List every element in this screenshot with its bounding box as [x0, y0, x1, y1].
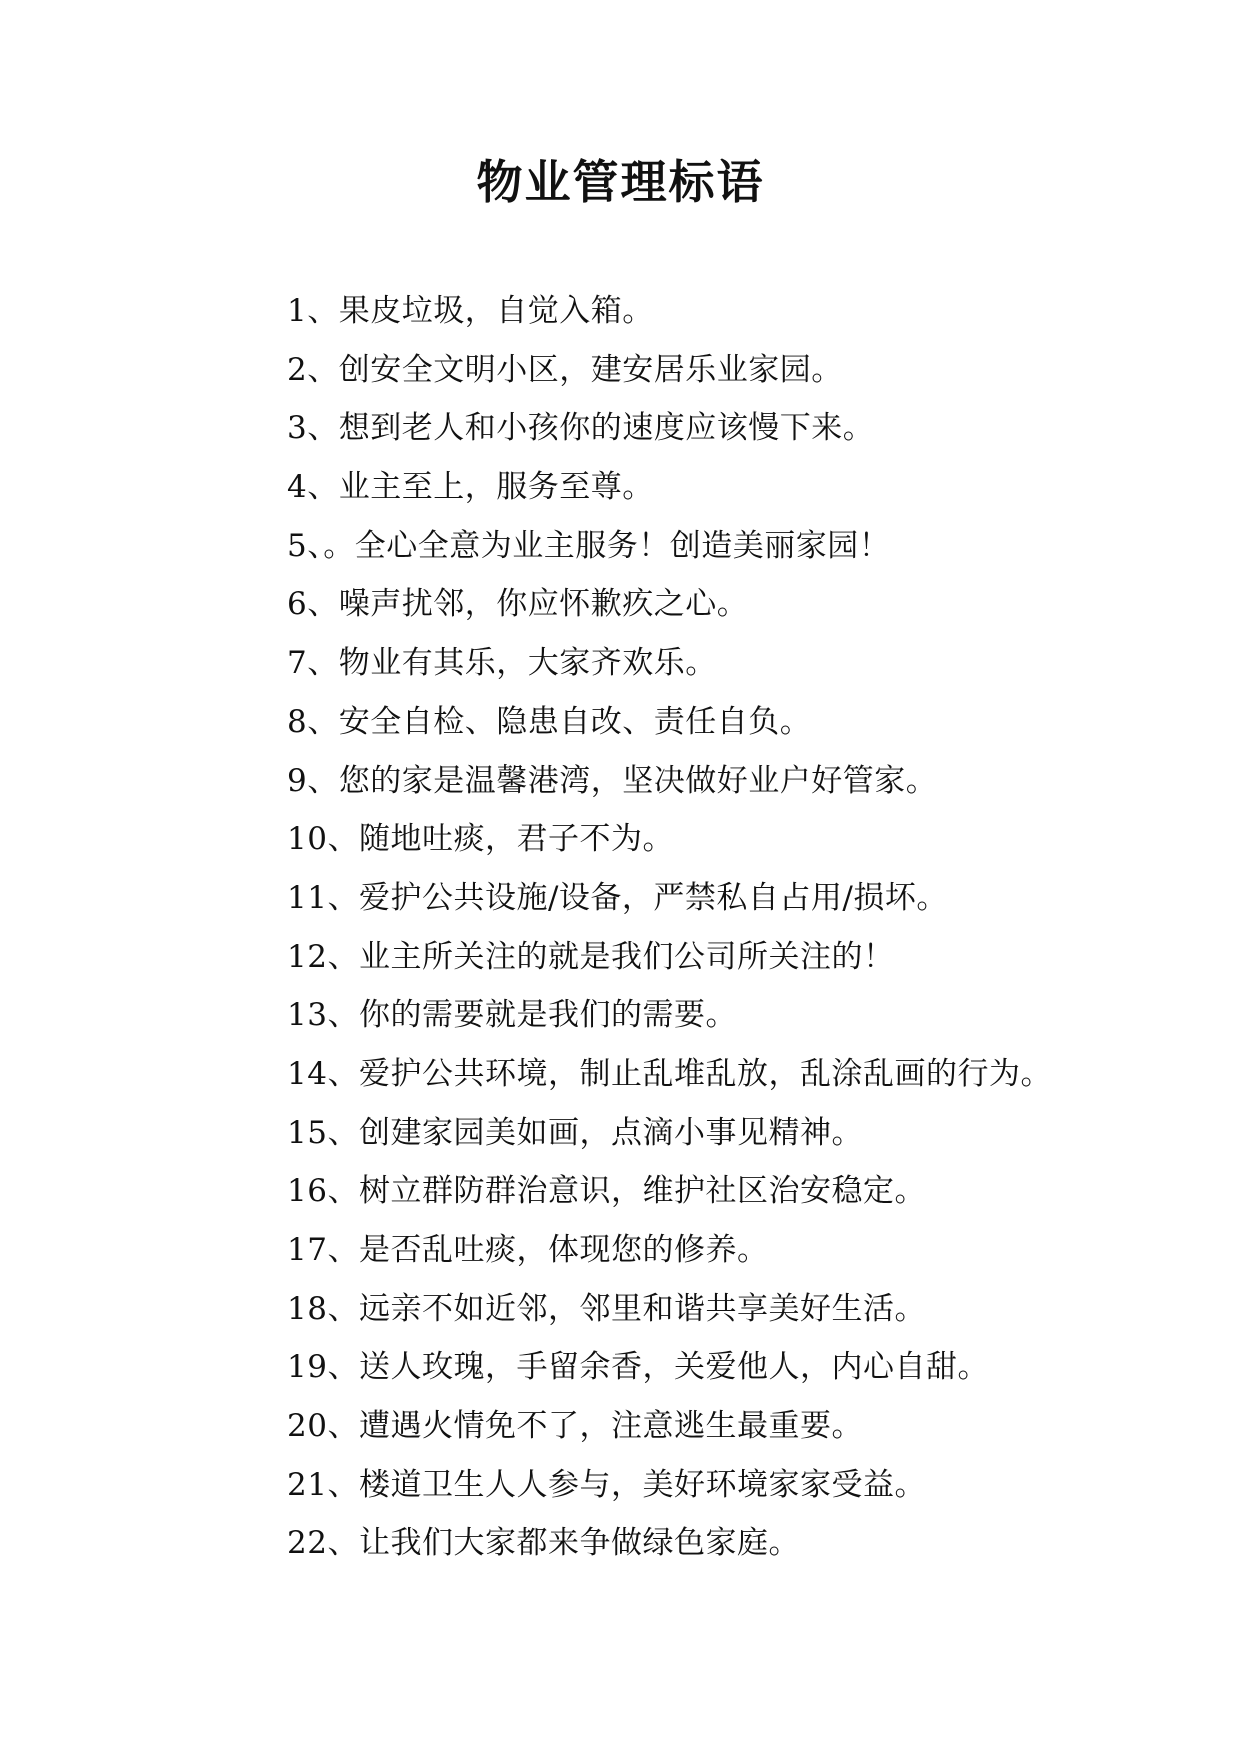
list-item: 5、。全心全意为业主服务！创造美丽家园！: [287, 527, 891, 564]
list-item: 4、业主至上，服务至尊。: [287, 469, 654, 506]
list-item: 14、爱护公共环境，制止乱堆乱放，乱涂乱画的行为。: [287, 1055, 1052, 1092]
list-item: 15、创建家园美如画，点滴小事见精神。: [287, 1114, 863, 1151]
list-item: 20、遭遇火情免不了，注意逃生最重要。: [287, 1408, 863, 1445]
list-item: 21、楼道卫生人人参与，美好环境家家受益。: [287, 1466, 926, 1503]
list-item: 12、业主所关注的就是我们公司所关注的！: [287, 938, 895, 975]
list-item: 2、创安全文明小区，建安居乐业家园。: [287, 351, 843, 388]
list-item: 10、随地吐痰，君子不为。: [287, 821, 674, 858]
list-item: 11、爱护公共设施/设备，严禁私自占用/损坏。: [287, 879, 948, 916]
list-item: 16、树立群防群治意识，维护社区治安稳定。: [287, 1173, 926, 1210]
list-item: 9、您的家是温馨港湾，坚决做好业户好管家。: [287, 762, 938, 799]
page-title: 物业管理标语: [476, 155, 765, 209]
list-item: 17、是否乱吐痰，体现您的修养。: [287, 1232, 769, 1268]
list-item: 19、送人玫瑰，手留余香，关爱他人，内心自甜。: [287, 1349, 989, 1386]
list-item: 22、让我们大家都来争做绿色家庭。: [287, 1525, 800, 1562]
list-item: 1、果皮垃圾，自觉入箱。: [287, 293, 654, 329]
list-item: 8、安全自检、隐患自改、责任自负。: [287, 703, 812, 740]
list-item: 6、噪声扰邻，你应怀歉疚之心。: [287, 586, 749, 623]
list-item: 7、物业有其乐，大家齐欢乐。: [287, 645, 717, 682]
list-item: 3、想到老人和小孩你的速度应该慢下来。: [287, 410, 875, 447]
list-item: 18、远亲不如近邻，邻里和谐共享美好生活。: [287, 1290, 926, 1327]
list-item: 13、你的需要就是我们的需要。: [287, 997, 737, 1034]
slogan-list: [287, 282, 1187, 1573]
